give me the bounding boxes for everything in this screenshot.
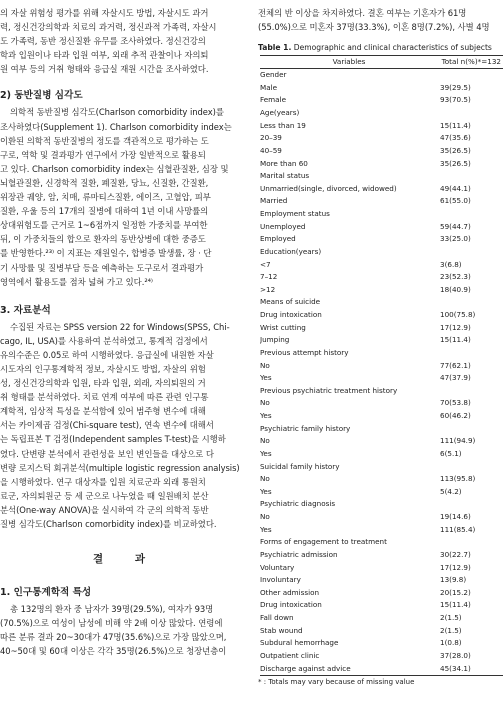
row-value: 113(95.8) [440,474,476,484]
row-value: 70(53.8) [440,398,471,408]
table-row [260,435,503,448]
row-label: Wrist cutting [260,322,306,332]
table-row [260,385,503,398]
table-row [260,574,503,587]
row-label: Other admission [260,587,320,597]
row-value: 111(94.9) [440,436,476,446]
row-value: 13(9.8) [440,575,467,585]
table-row [260,612,503,625]
row-value: 111(85.4) [440,524,476,534]
table-row [260,372,503,385]
row-label: Jumping [260,335,290,345]
section-2-paragraph [0,105,252,288]
row-label: Subdural hemorrhage [260,638,339,648]
row-label: Employment status [260,209,330,219]
text-line: 질병 심각도(Charlson comorbidity index)를 비교하였다. [0,519,217,529]
row-label: Previous psychiatric treatment history [260,385,398,395]
text-line: 뒤, 이 가중치들의 합으로 환자의 동반상병에 대한 중증도 [0,234,206,245]
table-row [260,284,503,297]
row-label: Yes [260,524,272,534]
row-value: 61(55.0) [440,196,471,206]
table-row [260,587,503,600]
row-label: >12 [260,284,276,294]
text-line: 계학적, 임상적 특성을 분석함에 있어 범주형 변수에 대해 [0,406,206,417]
table-row [260,448,503,461]
text-line: 총 132명의 환자 중 남자가 39명(29.5%), 여자가 93명 [10,604,214,615]
row-label: Involuntary [260,575,301,585]
row-value [438,296,503,309]
text-line: 였다. 단변량 분석에서 관련성을 보인 변인들을 대상으로 다 [0,448,214,459]
row-label: No [260,474,270,484]
text-line: 기 사망률 및 질병부담 등을 예측하는 도구로서 결과평가 [0,262,204,273]
text-line: 도 가족력, 동반 정신질환 유무를 조사하였다. 정신건강의 [0,36,206,47]
right-column [258,0,503,686]
table-row [260,549,503,562]
row-value: 59(44.7) [440,221,471,231]
row-label: Yes [260,448,272,458]
table-row [260,625,503,638]
row-label: Outpatient clinic [260,650,320,660]
text-line: 조사하였다(Supplement 1). Charlson comorbidity index는 [0,121,232,132]
table-row [260,158,503,171]
text-line: 의학적 동반질병 심각도(Charlson comorbidity index)를 [10,107,224,118]
text-line: 위장관 궤양, 암, 치매, 류마티스질환, 에이즈, 고혈압, 피부 [0,192,211,203]
row-label: Voluntary [260,562,295,572]
row-value [438,423,503,436]
row-value [438,498,503,511]
table-row [260,397,503,410]
table-row [260,246,503,259]
table-row [260,423,503,436]
text-line: 시도자의 인구통계학적 정보, 자살시도 방법, 자살의 위험 [0,363,206,374]
row-value [438,461,503,474]
row-value: 15(11.4) [440,335,471,345]
table-row [260,271,503,284]
row-label: Male [260,82,278,92]
row-value: 47(35.6) [440,133,471,143]
row-label: Drug intoxication [260,600,322,610]
row-label: No [260,360,270,370]
row-label: 40–59 [260,145,282,155]
table-row [260,208,503,221]
row-label: Age(years) [260,108,300,118]
text-line: 유의수준은 0.05로 하여 시행하였다. 응급실에 내원한 자살 [0,349,214,360]
row-value: 60(46.2) [440,411,471,421]
row-label: Marital status [260,171,310,181]
row-value: 6(5.1) [440,448,462,458]
table-row [260,94,503,107]
text-line: 질환, 우울 등의 17개의 질병에 대하여 1년 이내 사망률의 [0,206,209,217]
row-label: Less than 19 [260,120,306,130]
row-value: 39(29.5) [440,82,471,92]
row-label: Unemployed [260,221,306,231]
row-value: 30(22.7) [440,549,471,559]
table-row [260,120,503,133]
section-3-heading: 3. 자료분석 [0,304,51,316]
row-label: Means of suicide [260,297,321,307]
row-value: 93(70.5) [440,95,471,105]
text-line: 원 여부 등의 거취 형태와 응급실 재원 시간을 조사하였다. [0,64,209,75]
header-total: Total n(%)*=132 [438,56,503,69]
table-row [260,663,503,676]
text-line: 구로, 역학 및 결과평가 연구에서 가장 일반적으로 활용되 [0,149,206,160]
row-value: 3(6.8) [440,259,462,269]
section-2-heading: 2) 동반질병 심각도 [0,90,83,102]
text-line: 고 있다. Charlson comorbidity index는 심혈관질환, 심장 및 [0,163,229,174]
row-label: No [260,512,270,522]
row-value: 37(28.0) [440,650,471,660]
row-label: Stab wound [260,625,303,635]
row-label: Discharge against advice [260,663,438,676]
table-row [260,511,503,524]
table-row [260,132,503,145]
text-line: 변량 로지스틱 회귀분석(multiple logistic regression analysis) [0,462,240,473]
text-line: 를 반영한다.²³⁾ 이 지표는 재원일수, 합병증 발생률, 장 · 단 [0,248,212,259]
table-row [260,360,503,373]
table-row [260,309,503,322]
row-value: 35(26.5) [440,145,471,155]
table-row [260,347,503,360]
text-line: 력, 정신건강의학과 치료의 과거력, 정신과적 가족력, 자살시 [0,22,217,33]
row-label: Psychiatric diagnosis [260,499,336,509]
table-row [260,599,503,612]
row-value: 2(1.5) [440,613,462,623]
section-3-paragraph [0,320,252,531]
row-value: 17(12.9) [440,322,471,332]
row-label: Education(years) [260,246,322,256]
text-line: 수집된 자료는 SPSS version 22 for Windows(SPSS, Chi- [10,321,230,332]
row-label: Married [260,196,288,206]
row-value [438,246,503,259]
text-line: 분석(One-way ANOVA)을 실시하여 각 군의 의학적 동반 [0,504,209,515]
row-value: 23(52.3) [440,272,471,282]
table-caption [258,43,503,52]
row-label: Previous attempt history [260,347,349,357]
table-caption-text: Demographic and clinical characteristics of subjects [291,43,492,53]
table-row [260,410,503,423]
right-top-paragraph [258,6,503,34]
table-row [260,296,503,309]
table-row [260,562,503,575]
text-line: 성, 정신건강의학과 입원, 타과 입원, 외래, 자의퇴원의 거 [0,378,206,389]
row-label: Psychiatric family history [260,423,351,433]
row-label: Yes [260,411,272,421]
text-line: 학과 입원이나 타과 입원 여부, 외래 추적 관찰이나 자의퇴 [0,50,209,61]
row-label: More than 60 [260,158,308,168]
row-label: Yes [260,486,272,496]
section-4-paragraph [0,602,252,658]
table-row [260,145,503,158]
table-row [260,221,503,234]
row-value [438,536,503,549]
row-value: 33(25.0) [440,234,471,244]
table-row [260,183,503,196]
table-row [260,461,503,474]
text-line: 이환된 의학적 동반질병의 정도를 객관적으로 평가하는 도 [0,135,209,146]
table-row [260,498,503,511]
row-value: 2(1.5) [440,625,462,635]
table-row [260,473,503,486]
row-value [438,69,503,82]
row-value: 18(40.9) [440,284,471,294]
table-row [260,486,503,499]
row-value: 17(12.9) [440,562,471,572]
text-line: 전체의 반 이상을 차지하였다. 결혼 여부는 기혼자가 61명 [258,8,467,18]
text-line: 상대위험도를 근거로 1~6점까지 일정한 가중치를 부여한 [0,220,208,231]
text-line: 뇌혈관질환, 신경학적 질환, 폐질환, 당뇨, 신질환, 간질환, [0,177,209,188]
row-label: 7–12 [260,272,278,282]
table-row [260,170,503,183]
row-value: 45(34.1) [438,663,503,676]
text-line: 의 자살 위험성 평가를 위해 자살시도 방법, 자살시도 과거 [0,8,209,18]
row-label: Drug intoxication [260,310,322,320]
section-4-heading: 1. 인구통계학적 특성 [0,587,92,599]
row-value [438,208,503,221]
results-heading: 결 과 [93,553,159,566]
demographics-table [260,55,503,676]
row-label: <7 [260,259,271,269]
table-row [260,259,503,272]
row-label: Suicidal family history [260,461,340,471]
text-line: 영역에서 활용도를 점차 넓혀 가고 있다.²⁴⁾ [0,276,153,287]
text-line: 서는 카이제곱 검정(Chi-square test), 연속 변수에 대해서 [0,420,214,431]
table-row [260,334,503,347]
row-label: No [260,398,270,408]
text-line: 따른 분류 결과 20~30대가 47명(35.6%)으로 가장 많았으며, [0,632,227,643]
table-row [260,195,503,208]
row-label: No [260,436,270,446]
row-label: Fall down [260,613,294,623]
left-column [0,0,252,658]
table-caption-label: Table 1. [258,43,292,53]
text-line: 는 독립표본 T 검정(Independent samples T-test)을 시행하 [0,434,226,445]
row-value: 5(4.2) [440,486,462,496]
row-label: Unmarried(single, divorced, widowed) [260,183,397,193]
text-line: 을 시행하였다. 연구 대상자를 입원 치료군과 외래 통원치 [0,476,206,487]
row-value: 20(15.2) [440,587,471,597]
row-value: 1(0.8) [440,638,462,648]
row-value [438,385,503,398]
row-label: Forms of engagement to treatment [260,537,387,547]
row-value: 15(11.4) [440,120,471,130]
table-row [260,650,503,663]
text-line: (70.5%)으로 여성이 남성에 비해 약 2배 이상 많았다. 연령에 [0,618,223,629]
table-header-row [260,56,503,69]
text-line: 취 형태를 분석하였다. 치료 연계 여부에 따른 관련 인구통 [0,392,209,403]
row-value: 15(11.4) [440,600,471,610]
row-label: Psychiatric admission [260,549,338,559]
row-value: 19(14.6) [440,512,471,522]
row-label: Gender [260,70,287,80]
row-value [438,347,503,360]
row-value: 47(37.9) [440,373,471,383]
row-value [438,107,503,120]
row-label: 20–39 [260,133,282,143]
row-value: 49(44.1) [440,183,471,193]
table-row [260,536,503,549]
table-row [260,524,503,537]
table-row [260,322,503,335]
intro-paragraph [0,6,252,76]
text-line: (55.0%)으로 미혼자 37명(33.3%), 이혼 8명(7.2%), 사별 4명 [258,22,490,33]
table-footnote: * : Totals may vary because of missing value [258,678,415,687]
header-variables: Variables [260,56,438,69]
row-value: 35(26.5) [440,158,471,168]
table-row [260,233,503,246]
row-label: Yes [260,373,272,383]
row-value [438,170,503,183]
table-row [260,107,503,120]
text-line: cago, IL, USA)를 사용하여 분석하였고, 통계적 검정에서 [0,335,208,346]
table-row [260,69,503,82]
table-row [260,82,503,95]
row-label: Female [260,95,286,105]
row-value: 100(75.8) [440,310,476,320]
text-line: 40~50대 및 60대 이상은 각각 35명(26.5%)으로 청장년층이 [0,646,227,657]
text-line: 료군, 자의퇴원군 등 세 군으로 나누었을 때 일원배치 분산 [0,490,209,501]
row-value: 77(62.1) [440,360,471,370]
row-label: Employed [260,234,296,244]
table-row [260,637,503,650]
